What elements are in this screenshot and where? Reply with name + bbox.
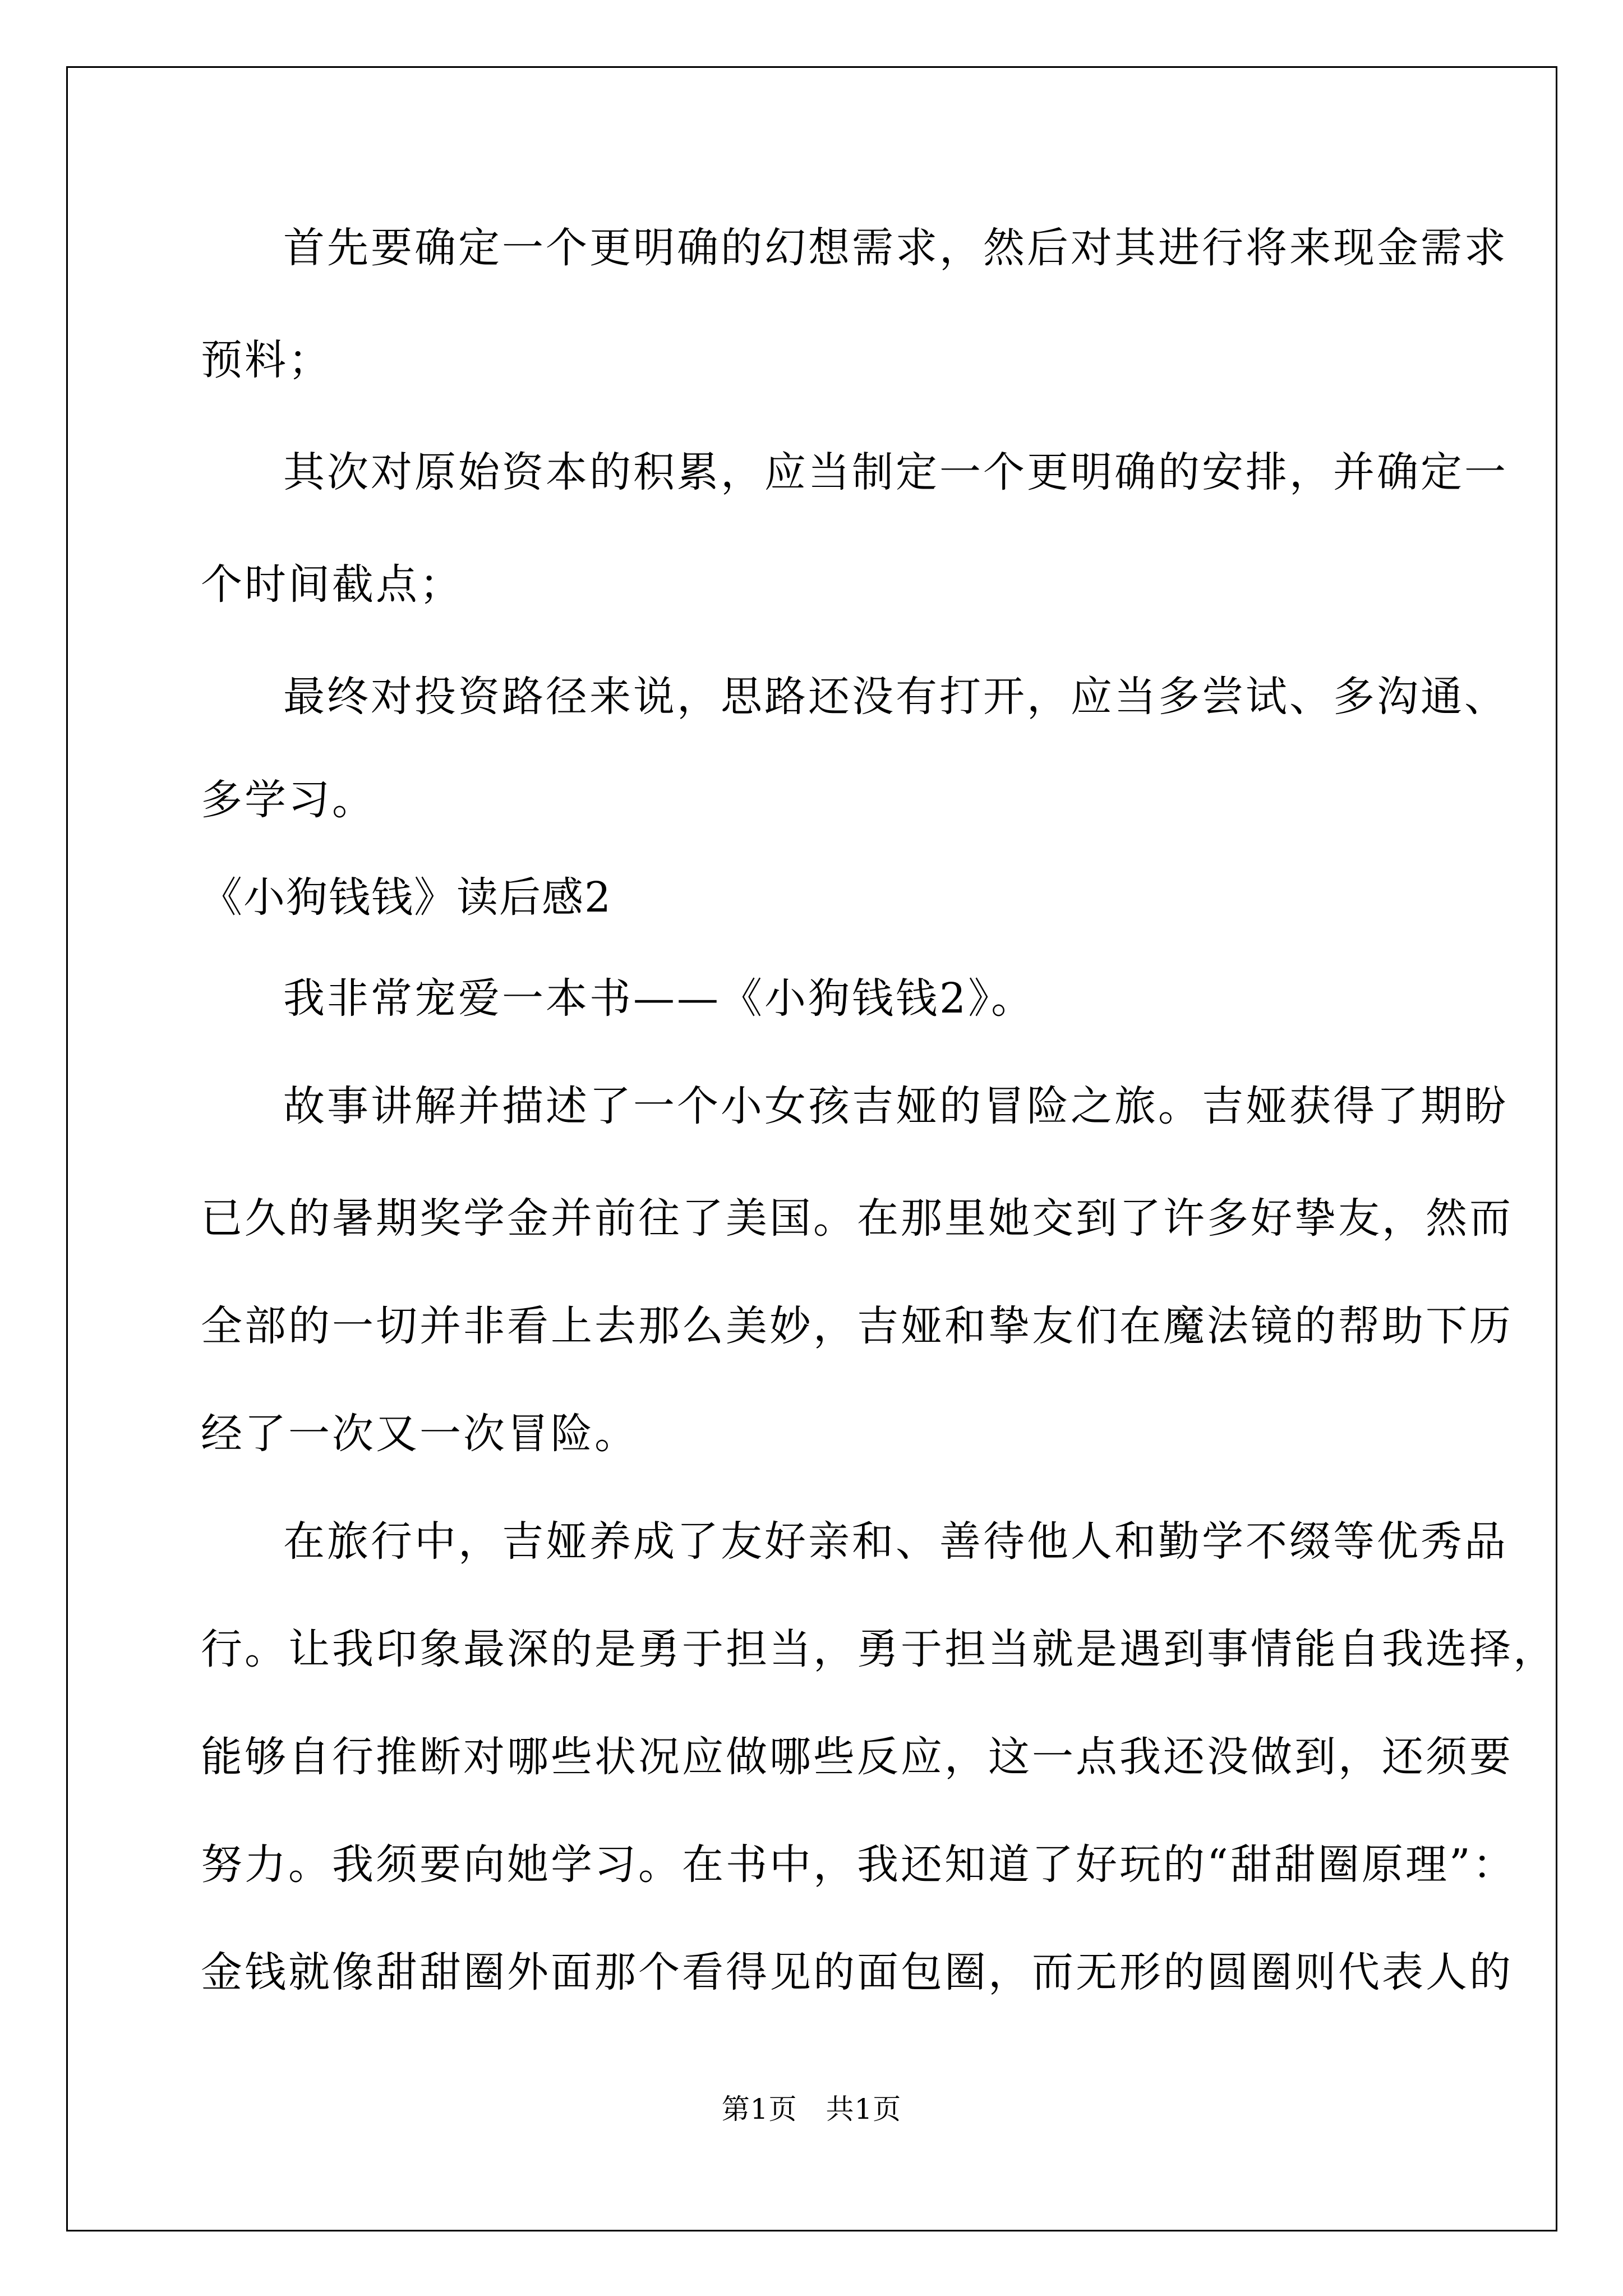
text-line: 多学习。 (201, 776, 376, 824)
text-line: 个时间截点； (201, 560, 463, 609)
page-number-footer: 第1页 共1页 (721, 2093, 902, 2125)
page-border (66, 66, 1557, 2231)
text-line: 努力。我须要向她学习。在书中，我还知道了好玩的“甜甜圈原理”： (201, 1841, 1516, 1889)
section-heading: 《小狗钱钱》读后感2 (201, 873, 612, 922)
text-line: 我非常宠爱一本书——《小狗钱钱2》。 (283, 974, 1035, 1023)
text-line: 在旅行中，吉娅养成了友好亲和、善待他人和勤学不缀等优秀品 (283, 1517, 1508, 1566)
text-line: 经了一次又一次冒险。 (201, 1410, 638, 1458)
text-line: 首先要确定一个更明确的幻想需求，然后对其进行将来现金需求 (283, 224, 1508, 272)
text-line: 已久的暑期奖学金并前往了美国。在那里她交到了许多好挚友，然而 (201, 1194, 1513, 1243)
text-line: 金钱就像甜甜圈外面那个看得见的面包圈，而无形的圆圈则代表人的 (201, 1948, 1513, 1996)
text-line: 能够自行推断对哪些状况应做哪些反应，这一点我还没做到，还须要 (201, 1733, 1513, 1781)
text-line: 其次对原始资本的积累，应当制定一个更明确的安排，并确定一 (283, 448, 1508, 496)
text-line: 最终对投资路径来说，思路还没有打开，应当多尝试、多沟通、 (283, 673, 1508, 721)
text-line: 故事讲解并描述了一个小女孩吉娅的冒险之旅。吉娅获得了期盼 (283, 1082, 1508, 1130)
text-line: 全部的一切并非看上去那么美妙，吉娅和挚友们在魔法镜的帮助下历 (201, 1302, 1513, 1350)
text-line: 行。让我印象最深的是勇于担当，勇于担当就是遇到事情能自我选择， (201, 1625, 1557, 1673)
text-line: 预料； (201, 336, 332, 384)
